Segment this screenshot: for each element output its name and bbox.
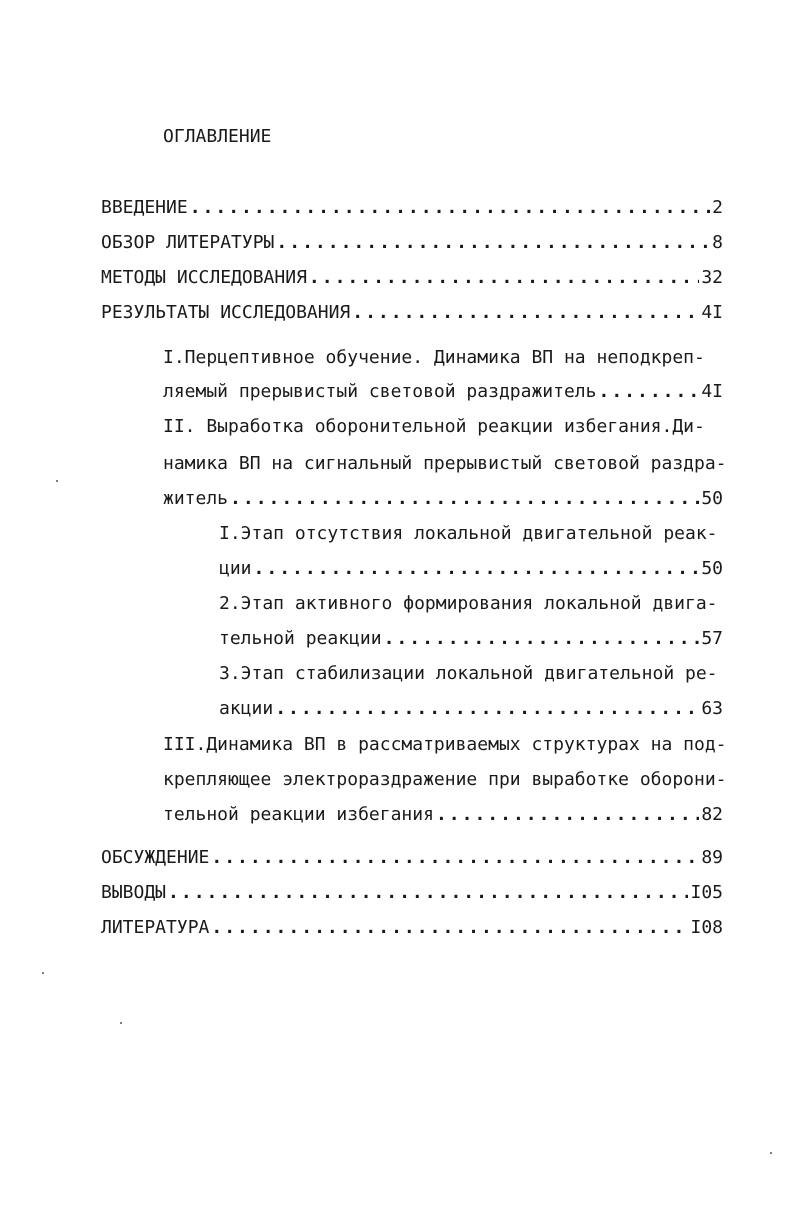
toc-leader-dots bbox=[211, 916, 688, 940]
toc-label: акции bbox=[219, 698, 274, 719]
toc-leader-dots bbox=[254, 557, 700, 581]
toc-section1-line1: I.Перцептивное обучение. Динамика ВП на неподкреп- bbox=[163, 347, 705, 368]
toc-leader-dots bbox=[309, 266, 699, 290]
toc-page-number: 4I bbox=[701, 381, 723, 402]
toc-label: ЛИТЕРАТУРА bbox=[101, 917, 210, 938]
toc-leader-dots bbox=[436, 803, 699, 827]
toc-page-number: 4I bbox=[701, 302, 723, 323]
scan-speck bbox=[120, 1022, 122, 1024]
toc-page-number: 50 bbox=[701, 558, 723, 579]
toc-entry-conclusions bbox=[101, 881, 723, 905]
toc-label: ляемый прерывистый световой раздражитель bbox=[163, 381, 597, 402]
toc-label: ВЫВОДЫ bbox=[101, 882, 167, 903]
toc-entry-stage1 bbox=[219, 557, 723, 581]
toc-entry-discussion bbox=[101, 846, 723, 870]
toc-leader-dots bbox=[276, 231, 710, 255]
toc-page-number: I08 bbox=[690, 917, 723, 938]
toc-stage2-line1: 2.Этап активного формирования локальной двига- bbox=[219, 593, 718, 614]
toc-page-number: 63 bbox=[701, 698, 723, 719]
toc-label: ОБСУЖДЕНИЕ bbox=[101, 847, 210, 868]
toc-leader-dots bbox=[168, 881, 688, 905]
toc-entry-review bbox=[101, 231, 723, 255]
toc-leader-dots bbox=[230, 487, 699, 511]
toc-section2-line1: II. Выработка оборонительной реакции избегания.Ди- bbox=[163, 416, 705, 437]
scan-speck bbox=[42, 972, 44, 974]
scan-speck bbox=[56, 480, 58, 482]
toc-page-number: 82 bbox=[701, 804, 723, 825]
toc-stage1-line1: I.Этап отсутствия локальной двигательной реак- bbox=[219, 523, 718, 544]
toc-section3-line2: крепляющее электрораздражение при выработке оборони- bbox=[163, 769, 727, 790]
toc-entry-section1 bbox=[163, 380, 723, 404]
toc-entry-stage2 bbox=[219, 627, 723, 651]
toc-page-number: 32 bbox=[701, 267, 723, 288]
toc-page-number: 2 bbox=[712, 197, 723, 218]
toc-entry-results bbox=[101, 301, 723, 325]
toc-label: МЕТОДЫ ИССЛЕДОВАНИЯ bbox=[101, 267, 307, 288]
toc-label: ции bbox=[219, 558, 252, 579]
scan-speck bbox=[770, 1152, 772, 1154]
toc-leader-dots bbox=[190, 196, 710, 220]
toc-label: РЕЗУЛЬТАТЫ ИССЛЕДОВАНИЯ bbox=[101, 302, 351, 323]
toc-page-number: 57 bbox=[701, 628, 723, 649]
toc-leader-dots bbox=[211, 846, 699, 870]
toc-section2-line2: намика ВП на сигнальный прерывистый световой раздра- bbox=[163, 453, 727, 474]
toc-stage3-line1: 3.Этап стабилизации локальной двигательной ре- bbox=[219, 663, 718, 684]
toc-page-number: 8 bbox=[712, 232, 723, 253]
toc-leader-dots bbox=[384, 627, 700, 651]
toc-entry-section3 bbox=[163, 803, 723, 827]
toc-entry-section2 bbox=[163, 487, 723, 511]
toc-page-number: 89 bbox=[701, 847, 723, 868]
toc-label: тельной реакции избегания bbox=[163, 804, 434, 825]
toc-leader-dots bbox=[598, 380, 699, 404]
toc-page-number: 50 bbox=[701, 488, 723, 509]
toc-page-number: I05 bbox=[690, 882, 723, 903]
toc-label: тельной реакции bbox=[219, 628, 382, 649]
toc-leader-dots bbox=[275, 697, 699, 721]
toc-section3-line1: III.Динамика ВП в рассматриваемых структурах на под- bbox=[163, 734, 727, 755]
toc-leader-dots bbox=[352, 301, 699, 325]
toc-label: ОБЗОР ЛИТЕРАТУРЫ bbox=[101, 232, 275, 253]
toc-label: житель bbox=[163, 488, 229, 509]
toc-entry-methods bbox=[101, 266, 723, 290]
toc-entry-stage3 bbox=[219, 697, 723, 721]
toc-entry-introduction bbox=[101, 196, 723, 220]
toc-entry-literature bbox=[101, 916, 723, 940]
toc-label: ВВЕДЕНИЕ bbox=[101, 197, 188, 218]
page-title: ОГЛАВЛЕНИЕ bbox=[163, 126, 272, 147]
